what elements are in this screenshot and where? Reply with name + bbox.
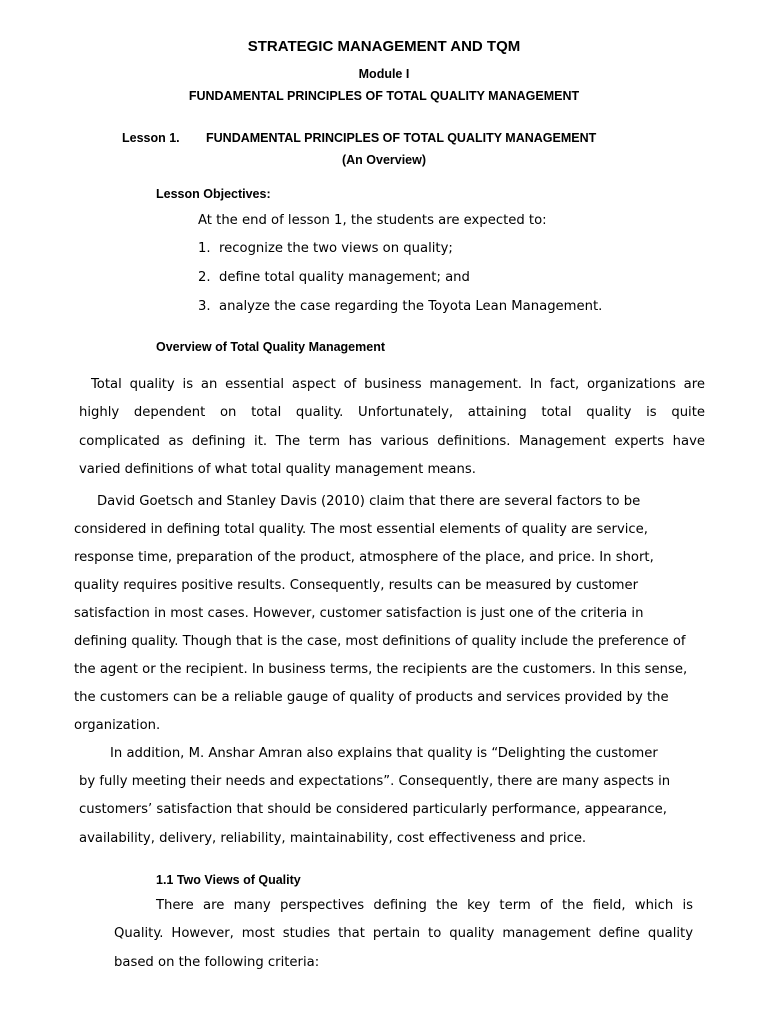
objective-number: 1. xyxy=(198,241,211,256)
paragraph-line: organization. xyxy=(74,718,161,733)
lesson-subtitle: (An Overview) xyxy=(341,153,427,167)
paragraph-line: varied definitions of what total quality management means. xyxy=(79,462,476,477)
paragraph-line: quality requires positive results. Consequently, results can be measured by customer xyxy=(74,578,639,593)
objective-number: 3. xyxy=(198,299,211,314)
paragraph-line: by fully meeting their needs and expectations”. Consequently, there are many aspects in xyxy=(79,774,671,789)
paragraph-line: considered in defining total quality. The most essential elements of quality are service, xyxy=(74,522,648,537)
objective-text: analyze the case regarding the Toyota Lean Management. xyxy=(219,299,603,314)
paragraph-line: response time, preparation of the product, atmosphere of the place, and price. In short, xyxy=(74,550,654,565)
objectives-heading: Lesson Objectives: xyxy=(156,187,271,201)
paragraph-line: complicated as defining it. The term has various definitions. Management experts have xyxy=(79,434,705,449)
paragraph-line: highly dependent on total quality. Unfortunately, attaining total quality is quite xyxy=(79,405,705,420)
paragraph-line: availability, delivery, reliability, maintainability, cost effectiveness and price. xyxy=(79,831,587,846)
lesson-title: FUNDAMENTAL PRINCIPLES OF TOTAL QUALITY MANAGEMENT xyxy=(206,131,597,145)
paragraph-line: Total quality is an essential aspect of business management. In fact, organizations are xyxy=(91,377,705,392)
paragraph-line: customers’ satisfaction that should be considered particularly performance, appearance, xyxy=(79,802,667,817)
objective-number: 2. xyxy=(198,270,211,285)
objective-text: recognize the two views on quality; xyxy=(219,241,453,256)
paragraph-line: David Goetsch and Stanley Davis (2010) claim that there are several factors to be xyxy=(97,494,641,509)
objectives-intro: At the end of lesson 1, the students are expected to: xyxy=(198,213,547,228)
paragraph-line: defining quality. Though that is the case, most definitions of quality include the preference of xyxy=(74,634,686,649)
paragraph-line: There are many perspectives defining the key term of the field, which is xyxy=(156,898,693,913)
paragraph-line: the customers can be a reliable gauge of quality of products and services provided by the xyxy=(74,690,669,705)
paragraph-line: In addition, M. Anshar Amran also explains that quality is “Delighting the customer xyxy=(110,746,658,761)
module-label: Module I xyxy=(358,67,410,81)
paragraph-line: the agent or the recipient. In business terms, the recipients are the customers. In this sense, xyxy=(74,662,688,677)
overview-heading: Overview of Total Quality Management xyxy=(156,340,385,354)
lesson-number: Lesson 1. xyxy=(122,131,180,145)
document-title: STRATEGIC MANAGEMENT AND TQM xyxy=(247,38,521,55)
module-subtitle: FUNDAMENTAL PRINCIPLES OF TOTAL QUALITY MANAGEMENT xyxy=(188,89,580,103)
paragraph-line: satisfaction in most cases. However, customer satisfaction is just one of the criteria in xyxy=(74,606,644,621)
section-heading: 1.1 Two Views of Quality xyxy=(156,873,301,887)
objective-text: define total quality management; and xyxy=(219,270,470,285)
paragraph-line: based on the following criteria: xyxy=(114,955,320,970)
paragraph-line: Quality. However, most studies that pertain to quality management define quality xyxy=(114,926,693,941)
